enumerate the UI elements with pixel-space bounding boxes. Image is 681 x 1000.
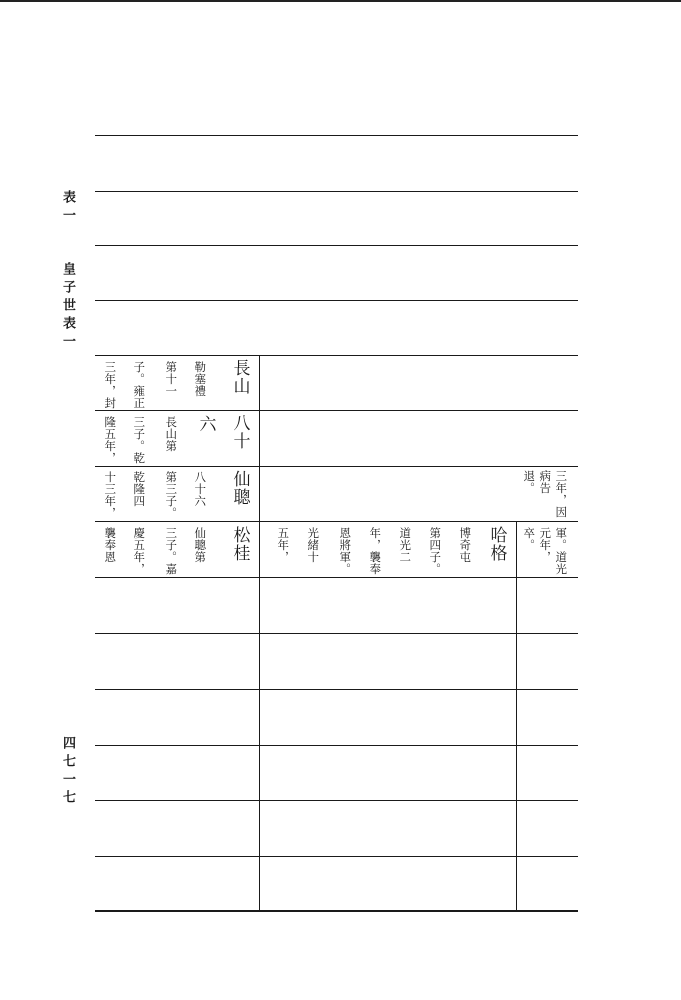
note-column: 慶五年， bbox=[132, 527, 147, 575]
table-title: 皇子世表一 bbox=[59, 262, 75, 352]
page-top-border bbox=[0, 0, 681, 2]
row-rule bbox=[95, 245, 578, 246]
note-column: 仙聰第 bbox=[193, 527, 208, 563]
person-name-hage: 哈格 bbox=[486, 526, 507, 562]
note-column: 病告 bbox=[538, 470, 553, 494]
note-column: 博奇屯 bbox=[458, 527, 473, 563]
note-column: 軍。道光 bbox=[554, 527, 569, 575]
person-name-continuation: 六 bbox=[195, 415, 216, 433]
row-rule bbox=[95, 300, 578, 301]
row-rule bbox=[95, 521, 578, 522]
note-column: 恩將軍。 bbox=[338, 527, 353, 575]
row-rule bbox=[95, 410, 578, 411]
note-column: 長山第 bbox=[164, 416, 179, 452]
note-column: 三子。嘉 bbox=[164, 527, 179, 575]
person-name-xiancong: 仙聰 bbox=[229, 470, 250, 506]
note-column: 三年，封 bbox=[103, 361, 118, 409]
row-rule bbox=[95, 745, 578, 746]
row-rule bbox=[95, 633, 578, 634]
note-column: 退。 bbox=[522, 470, 537, 494]
note-column: 道光二 bbox=[398, 527, 413, 563]
person-name-basixi: 八十 bbox=[229, 414, 250, 450]
note-column: 三子。乾 bbox=[132, 416, 147, 464]
note-column: 子。雍正 bbox=[132, 361, 147, 409]
row-rule bbox=[95, 135, 578, 136]
row-rule bbox=[95, 466, 578, 467]
person-name-changshan: 長山 bbox=[229, 359, 250, 395]
note-column: 八十六 bbox=[193, 471, 208, 507]
column-rule bbox=[259, 356, 260, 911]
note-column: 十三年， bbox=[103, 471, 118, 519]
note-column: 光緒十 bbox=[306, 527, 321, 563]
note-column: 第十一 bbox=[164, 361, 179, 397]
volume-label: 表一 bbox=[59, 190, 75, 226]
note-column: 隆五年， bbox=[103, 416, 118, 464]
row-rule bbox=[95, 577, 578, 578]
person-name-songgui: 松桂 bbox=[229, 526, 250, 562]
note-column: 第四子。 bbox=[428, 527, 443, 575]
note-column: 第三子。 bbox=[164, 471, 179, 519]
row-rule bbox=[95, 191, 578, 192]
note-column: 乾隆四 bbox=[132, 471, 147, 507]
note-column: 襲奉恩 bbox=[103, 527, 118, 563]
note-column: 勒塞禮 bbox=[193, 361, 208, 397]
note-column: 三年，因 bbox=[554, 470, 569, 518]
note-column: 年，襲奉 bbox=[368, 527, 383, 575]
row-rule bbox=[95, 689, 578, 690]
table-bottom-rule bbox=[95, 910, 578, 912]
note-column: 五年， bbox=[276, 527, 291, 563]
row-rule bbox=[95, 856, 578, 857]
row-rule bbox=[95, 355, 578, 356]
column-rule bbox=[516, 522, 517, 911]
note-column: 卒。 bbox=[522, 527, 537, 551]
page-number: 四七一七 bbox=[59, 736, 75, 808]
row-rule bbox=[95, 800, 578, 801]
note-column: 元年， bbox=[538, 527, 553, 563]
